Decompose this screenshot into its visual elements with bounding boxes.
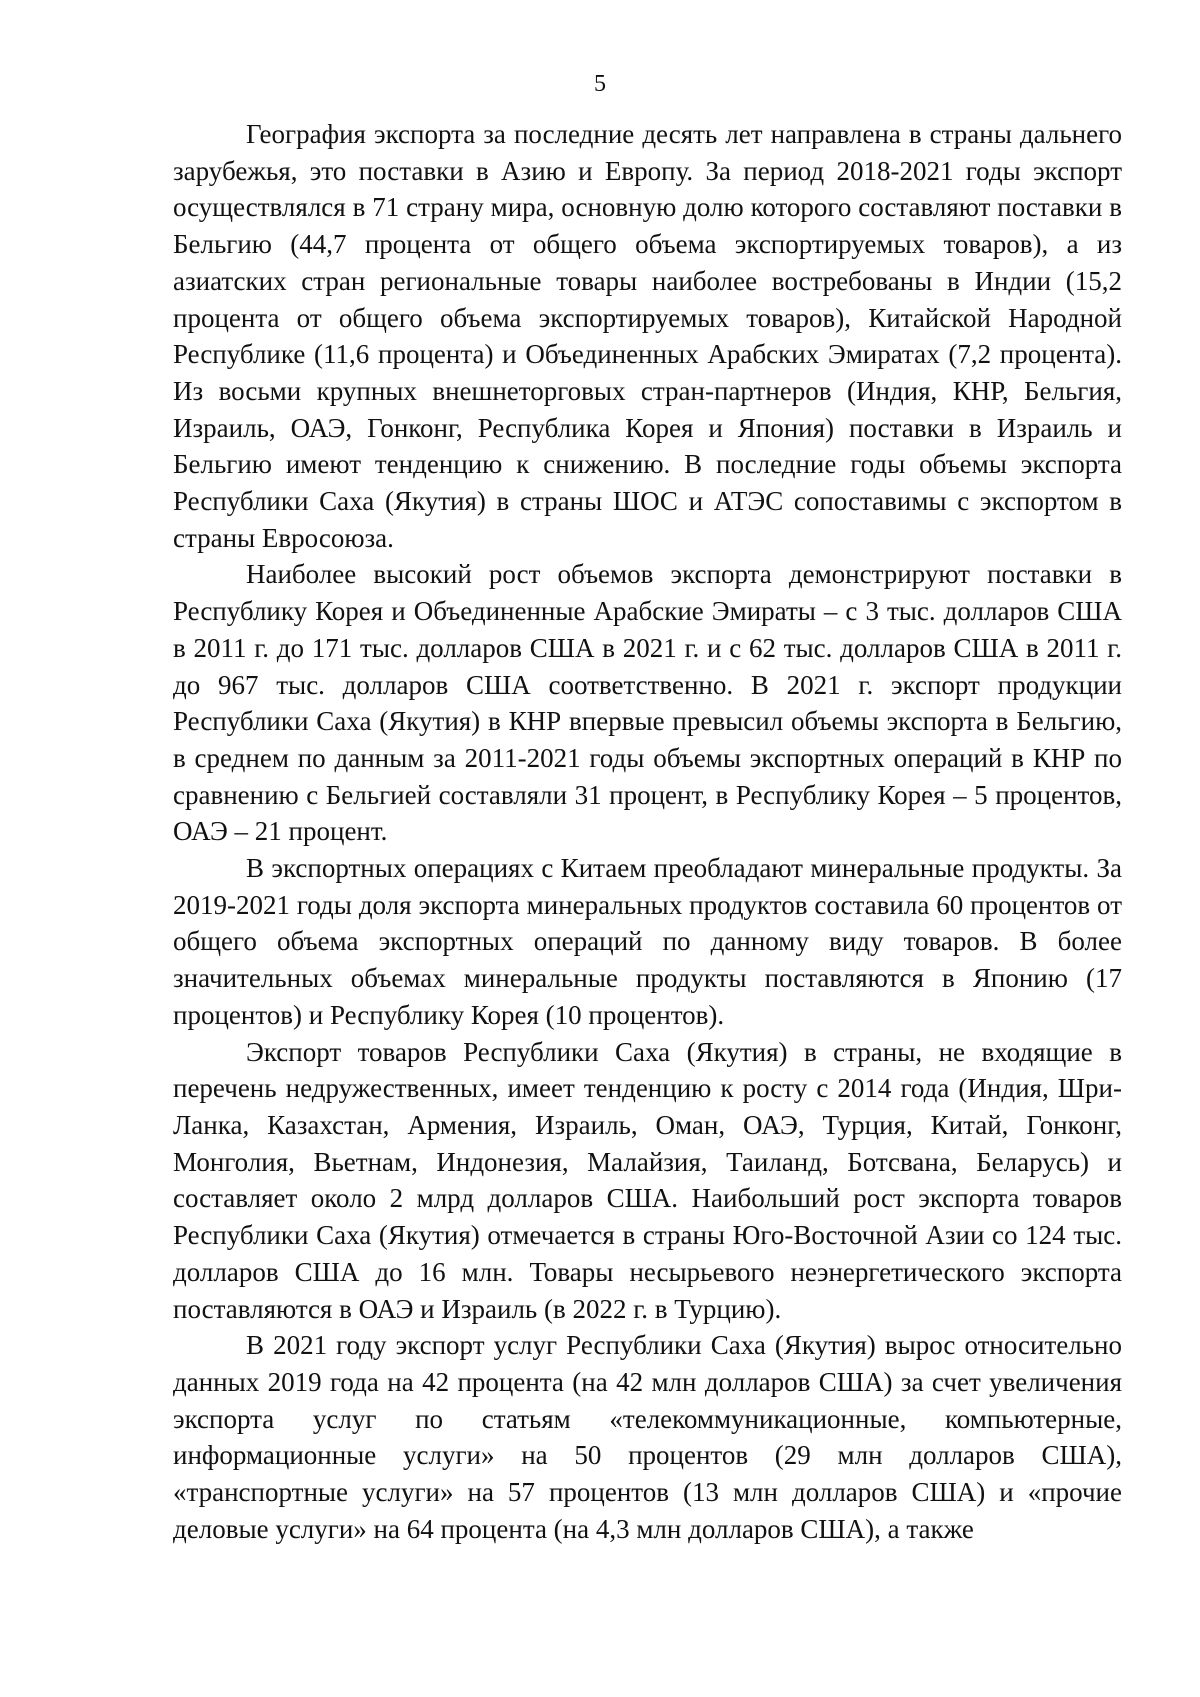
paragraph-china-mineral-products: В экспортных операциях с Китаем преобладают минеральные продукты. За 2019-2021 годы доля экспорта минеральных продуктов составила 60 процентов от общего объема экспортных операций по данному виду товаров. В более значительных объемах минеральные продукты поставляются в Японию (17 процентов) и Республику Корея (10 процентов). — [173, 853, 1122, 1030]
paragraph-friendly-countries-export: Экспорт товаров Республики Саха (Якутия) в страны, не входящие в перечень недружественных, имеет тенденцию к росту с 2014 года (Индия, Шри-Ланка, Казахстан, Армения, Израиль, Оман, ОАЭ, Турция, Китай, Гонконг, Монголия, Вьетнам, Индонезия, Малайзия, Таиланд, Ботсвана, Беларусь) и составляет около 2 млрд долларов США. Наибольший рост экспорта товаров Республики Саха (Якутия) отмечается в страны Юго-Восточной Азии со 124 тыс. долларов США до 16 млн. Товары несырьевого неэнергетического экспорта поставляются в ОАЭ и Израиль (в 2022 г. в Турцию). — [173, 1036, 1122, 1324]
body-text — [173, 116, 1122, 1547]
paragraph-export-geography: География экспорта за последние десять лет направлена в страны дальнего зарубежья, это поставки в Азию и Европу. За период 2018-2021 годы экспорт осуществлялся в 71 страну мира, основную долю которого составляют поставки в Бельгию (44,7 процента от общего объема экспортируемых товаров), а из азиатских стран региональные товары наиболее востребованы в Индии (15,2 процента от общего объема экспортируемых товаров), Китайской Народной Республике (11,6 процента) и Объединенных Арабских Эмиратах (7,2 процента). Из восьми крупных внешнеторговых стран-партнеров (Индия, КНР, Бельгия, Израиль, ОАЭ, Гонконг, Республика Корея и Япония) поставки в Израиль и Бельгию имеют тенденцию к снижению. В последние годы объемы экспорта Республики Саха (Якутия) в страны ШОС и АТЭС сопоставимы с экспортом в страны Евросоюза. — [173, 119, 1122, 553]
page-number: 5 — [594, 71, 606, 97]
paragraph-services-export: В 2021 году экспорт услуг Республики Саха (Якутия) вырос относительно данных 2019 года на 42 процента (на 42 млн долларов США) за счет увеличения экспорта услуг по статьям «телекоммуникационные, компьютерные, информационные услуги» на 50 процентов (29 млн долларов США), «транспортные услуги» на 57 процентов (13 млн долларов США) и «прочие деловые услуги» на 64 процента (на 4,3 млн долларов США), а также — [173, 1330, 1122, 1544]
paragraph-export-growth: Наиболее высокий рост объемов экспорта демонстрируют поставки в Республику Корея и Объединенные Арабские Эмираты – с 3 тыс. долларов США в 2011 г. до 171 тыс. долларов США в 2021 г. и с 62 тыс. долларов США в 2011 г. до 967 тыс. долларов США соответственно. В 2021 г. экспорт продукции Республики Саха (Якутия) в КНР впервые превысил объемы экспорта в Бельгию, в среднем по данным за 2011-2021 годы объемы экспортных операций в КНР по сравнению с Бельгией составляли 31 процент, в Республику Корея – 5 процентов, ОАЭ – 21 процент. — [173, 559, 1122, 847]
